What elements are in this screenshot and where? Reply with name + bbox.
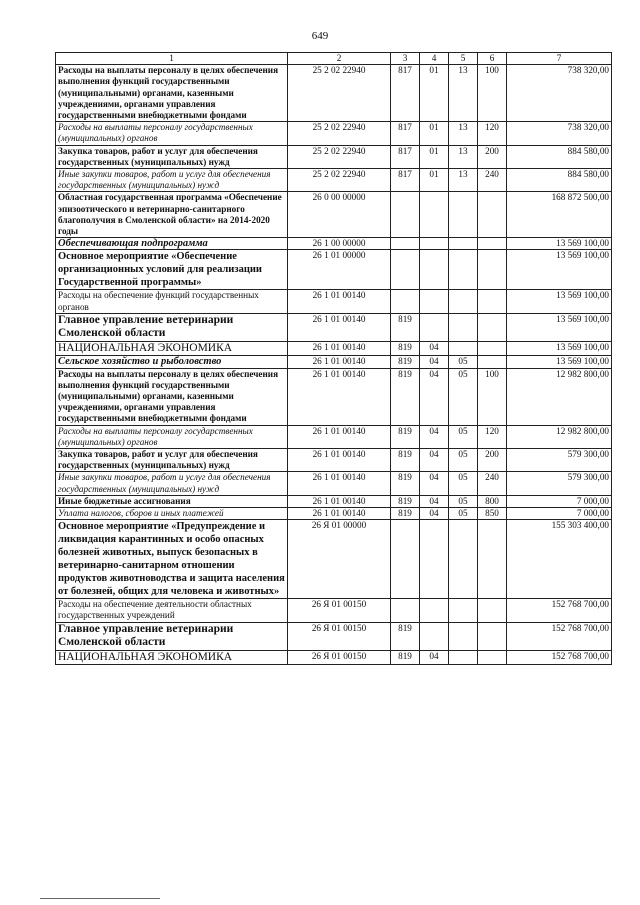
expense-type-cell xyxy=(478,650,507,665)
expense-type-cell: 100 xyxy=(478,368,507,425)
amount-cell: 12 982 800,00 xyxy=(507,368,612,425)
section-code-cell: 04 xyxy=(420,368,449,425)
target-code-cell: 26 Я 01 00150 xyxy=(288,622,391,650)
target-code-cell: 26 Я 01 00150 xyxy=(288,599,391,622)
table-row xyxy=(56,508,612,520)
table-row xyxy=(56,65,612,122)
subsection-code-cell: 05 xyxy=(449,495,478,507)
section-code-cell: 01 xyxy=(420,169,449,192)
subsection-code-cell: 13 xyxy=(449,169,478,192)
ministry-code-cell: 819 xyxy=(391,448,420,471)
expense-type-cell xyxy=(478,192,507,238)
table-row xyxy=(56,341,612,356)
target-code-cell: 26 1 01 00140 xyxy=(288,356,391,368)
subsection-code-cell xyxy=(449,650,478,665)
row-name-cell: НАЦИОНАЛЬНАЯ ЭКОНОМИКА xyxy=(56,650,288,665)
section-code-cell: 01 xyxy=(420,122,449,145)
ministry-code-cell: 819 xyxy=(391,495,420,507)
amount-cell: 579 300,00 xyxy=(507,448,612,471)
row-name-cell: Закупка товаров, работ и услуг для обеспечения государственных (муниципальных) нужд xyxy=(56,448,288,471)
row-name-cell: Основное мероприятие «Предупреждение и ликвидация карантинных и особо опасных болезней животных, выпуск безопасных в ветеринарно-санитарном отношении продуктов животноводства и защита населения от болезней, общих для человека и животных» xyxy=(56,520,288,599)
row-name-cell: НАЦИОНАЛЬНАЯ ЭКОНОМИКА xyxy=(56,341,288,356)
expense-type-cell: 200 xyxy=(478,145,507,168)
table-row xyxy=(56,313,612,341)
subsection-code-cell: 05 xyxy=(449,368,478,425)
row-name-cell: Закупка товаров, работ и услуг для обеспечения государственных (муниципальных) нужд xyxy=(56,145,288,168)
column-header: 3 xyxy=(391,53,420,65)
column-header: 4 xyxy=(420,53,449,65)
ministry-code-cell xyxy=(391,599,420,622)
expense-type-cell xyxy=(478,356,507,368)
ministry-code-cell: 819 xyxy=(391,341,420,356)
section-code-cell xyxy=(420,622,449,650)
target-code-cell: 25 2 02 22940 xyxy=(288,122,391,145)
table-row xyxy=(56,250,612,290)
ministry-code-cell xyxy=(391,290,420,313)
table-row xyxy=(56,192,612,238)
row-name-cell: Расходы на выплаты персоналу государственных (муниципальных) органов xyxy=(56,122,288,145)
ministry-code-cell: 817 xyxy=(391,122,420,145)
amount-cell: 579 300,00 xyxy=(507,472,612,495)
row-name-cell: Сельское хозяйство и рыболовство xyxy=(56,356,288,368)
table-row xyxy=(56,520,612,599)
table-row xyxy=(56,356,612,368)
column-header: 2 xyxy=(288,53,391,65)
expense-type-cell: 850 xyxy=(478,508,507,520)
ministry-code-cell xyxy=(391,238,420,250)
amount-cell: 13 569 100,00 xyxy=(507,341,612,356)
row-name-cell: Иные закупки товаров, работ и услуг для обеспечения государственных (муниципальных) нужд xyxy=(56,169,288,192)
row-name-cell: Иные закупки товаров, работ и услуг для обеспечения государственных (муниципальных) нужд xyxy=(56,472,288,495)
expense-type-cell xyxy=(478,341,507,356)
table-row xyxy=(56,495,612,507)
section-code-cell xyxy=(420,192,449,238)
expense-type-cell xyxy=(478,599,507,622)
ministry-code-cell: 817 xyxy=(391,169,420,192)
section-code-cell: 04 xyxy=(420,425,449,448)
subsection-code-cell: 05 xyxy=(449,448,478,471)
row-name-cell: Расходы на обеспечение деятельности областных государственных учреждений xyxy=(56,599,288,622)
amount-cell: 152 768 700,00 xyxy=(507,622,612,650)
ministry-code-cell: 819 xyxy=(391,508,420,520)
target-code-cell: 26 1 01 00000 xyxy=(288,250,391,290)
target-code-cell: 26 1 01 00140 xyxy=(288,341,391,356)
target-code-cell: 25 2 02 22940 xyxy=(288,169,391,192)
column-header: 7 xyxy=(507,53,612,65)
subsection-code-cell: 13 xyxy=(449,65,478,122)
table-row xyxy=(56,448,612,471)
amount-cell: 13 569 100,00 xyxy=(507,356,612,368)
section-code-cell xyxy=(420,238,449,250)
table-row xyxy=(56,145,612,168)
table-row xyxy=(56,472,612,495)
budget-table xyxy=(55,52,612,665)
subsection-code-cell: 05 xyxy=(449,425,478,448)
table-row xyxy=(56,368,612,425)
target-code-cell: 25 2 02 22940 xyxy=(288,145,391,168)
row-name-cell: Уплата налогов, сборов и иных платежей xyxy=(56,508,288,520)
subsection-code-cell xyxy=(449,520,478,599)
column-header: 6 xyxy=(478,53,507,65)
subsection-code-cell: 13 xyxy=(449,122,478,145)
target-code-cell: 26 Я 01 00000 xyxy=(288,520,391,599)
section-code-cell xyxy=(420,599,449,622)
ministry-code-cell: 819 xyxy=(391,472,420,495)
target-code-cell: 25 2 02 22940 xyxy=(288,65,391,122)
table-row xyxy=(56,290,612,313)
expense-type-cell xyxy=(478,520,507,599)
section-code-cell: 04 xyxy=(420,341,449,356)
subsection-code-cell xyxy=(449,238,478,250)
row-name-cell: Основное мероприятие «Обеспечение организационных условий для реализации Государственной программы» xyxy=(56,250,288,290)
section-code-cell: 04 xyxy=(420,650,449,665)
subsection-code-cell xyxy=(449,599,478,622)
table-row xyxy=(56,622,612,650)
amount-cell: 13 569 100,00 xyxy=(507,238,612,250)
row-name-cell: Иные бюджетные ассигнования xyxy=(56,495,288,507)
target-code-cell: 26 1 01 00140 xyxy=(288,508,391,520)
subsection-code-cell xyxy=(449,622,478,650)
expense-type-cell: 120 xyxy=(478,122,507,145)
ministry-code-cell xyxy=(391,250,420,290)
row-name-cell: Расходы на выплаты персоналу государственных (муниципальных) органов xyxy=(56,425,288,448)
amount-cell: 13 569 100,00 xyxy=(507,290,612,313)
ministry-code-cell: 819 xyxy=(391,313,420,341)
amount-cell: 152 768 700,00 xyxy=(507,599,612,622)
row-name-cell: Обеспечивающая подпрограмма xyxy=(56,238,288,250)
ministry-code-cell: 819 xyxy=(391,650,420,665)
ministry-code-cell: 819 xyxy=(391,425,420,448)
subsection-code-cell xyxy=(449,341,478,356)
target-code-cell: 26 1 00 00000 xyxy=(288,238,391,250)
table-header-row xyxy=(56,53,612,65)
table-row xyxy=(56,238,612,250)
target-code-cell: 26 1 01 00140 xyxy=(288,425,391,448)
ministry-code-cell: 817 xyxy=(391,145,420,168)
ministry-code-cell xyxy=(391,520,420,599)
target-code-cell: 26 0 00 00000 xyxy=(288,192,391,238)
amount-cell: 13 569 100,00 xyxy=(507,250,612,290)
amount-cell: 155 303 400,00 xyxy=(507,520,612,599)
row-name-cell: Областная государственная программа «Обеспечение эпизоотического и ветеринарно-санитарного благополучия в Смоленской области» на 2014-2020 годы xyxy=(56,192,288,238)
table-row xyxy=(56,425,612,448)
section-code-cell: 04 xyxy=(420,356,449,368)
row-name-cell: Расходы на обеспечение функций государственных органов xyxy=(56,290,288,313)
target-code-cell: 26 1 01 00140 xyxy=(288,368,391,425)
table-body xyxy=(56,65,612,665)
table-row xyxy=(56,599,612,622)
target-code-cell: 26 1 01 00140 xyxy=(288,472,391,495)
expense-type-cell: 200 xyxy=(478,448,507,471)
target-code-cell: 26 Я 01 00150 xyxy=(288,650,391,665)
table-row xyxy=(56,169,612,192)
footer-divider xyxy=(40,898,160,899)
target-code-cell: 26 1 01 00140 xyxy=(288,313,391,341)
section-code-cell xyxy=(420,290,449,313)
amount-cell: 884 580,00 xyxy=(507,169,612,192)
expense-type-cell xyxy=(478,313,507,341)
section-code-cell: 01 xyxy=(420,145,449,168)
row-name-cell: Расходы на выплаты персоналу в целях обеспечения выполнения функций государственными (муниципальными) органами, казенными учреждениями, органами управления государственными внебюджетными фондами xyxy=(56,368,288,425)
section-code-cell xyxy=(420,520,449,599)
subsection-code-cell: 05 xyxy=(449,508,478,520)
table-row xyxy=(56,122,612,145)
expense-type-cell: 120 xyxy=(478,425,507,448)
section-code-cell xyxy=(420,313,449,341)
expense-type-cell: 800 xyxy=(478,495,507,507)
section-code-cell: 04 xyxy=(420,495,449,507)
expense-type-cell xyxy=(478,622,507,650)
expense-type-cell: 240 xyxy=(478,472,507,495)
expense-type-cell xyxy=(478,290,507,313)
ministry-code-cell xyxy=(391,192,420,238)
subsection-code-cell xyxy=(449,192,478,238)
subsection-code-cell: 05 xyxy=(449,472,478,495)
amount-cell: 12 982 800,00 xyxy=(507,425,612,448)
table-row xyxy=(56,650,612,665)
expense-type-cell xyxy=(478,250,507,290)
amount-cell: 152 768 700,00 xyxy=(507,650,612,665)
target-code-cell: 26 1 01 00140 xyxy=(288,448,391,471)
amount-cell: 738 320,00 xyxy=(507,65,612,122)
ministry-code-cell: 819 xyxy=(391,356,420,368)
column-header: 5 xyxy=(449,53,478,65)
subsection-code-cell xyxy=(449,250,478,290)
ministry-code-cell: 817 xyxy=(391,65,420,122)
amount-cell: 738 320,00 xyxy=(507,122,612,145)
amount-cell: 168 872 500,00 xyxy=(507,192,612,238)
target-code-cell: 26 1 01 00140 xyxy=(288,495,391,507)
section-code-cell: 01 xyxy=(420,65,449,122)
expense-type-cell: 100 xyxy=(478,65,507,122)
amount-cell: 7 000,00 xyxy=(507,508,612,520)
ministry-code-cell: 819 xyxy=(391,622,420,650)
subsection-code-cell: 13 xyxy=(449,145,478,168)
column-header: 1 xyxy=(56,53,288,65)
section-code-cell: 04 xyxy=(420,508,449,520)
amount-cell: 884 580,00 xyxy=(507,145,612,168)
page-number: 649 xyxy=(311,30,329,42)
subsection-code-cell xyxy=(449,313,478,341)
amount-cell: 7 000,00 xyxy=(507,495,612,507)
amount-cell: 13 569 100,00 xyxy=(507,313,612,341)
subsection-code-cell: 05 xyxy=(449,356,478,368)
section-code-cell: 04 xyxy=(420,448,449,471)
row-name-cell: Главное управление ветеринарии Смоленской области xyxy=(56,313,288,341)
expense-type-cell xyxy=(478,238,507,250)
row-name-cell: Главное управление ветеринарии Смоленской области xyxy=(56,622,288,650)
expense-type-cell: 240 xyxy=(478,169,507,192)
subsection-code-cell xyxy=(449,290,478,313)
ministry-code-cell: 819 xyxy=(391,368,420,425)
section-code-cell: 04 xyxy=(420,472,449,495)
row-name-cell: Расходы на выплаты персоналу в целях обеспечения выполнения функций государственными (муниципальными) органами, казенными учреждениями, органами управления государственными внебюджетными фондами xyxy=(56,65,288,122)
target-code-cell: 26 1 01 00140 xyxy=(288,290,391,313)
section-code-cell xyxy=(420,250,449,290)
